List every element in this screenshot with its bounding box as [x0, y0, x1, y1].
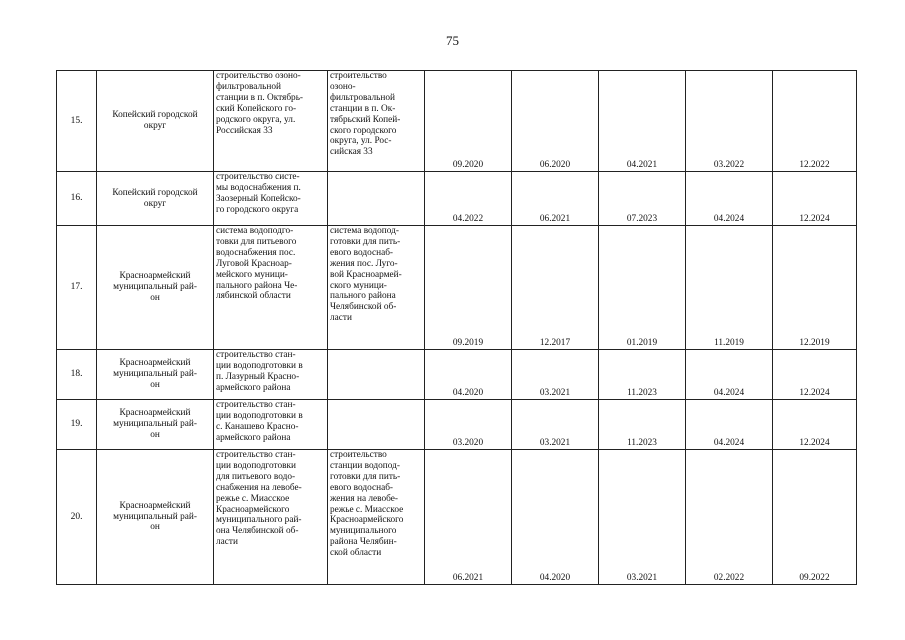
object-description-cell: строительство озоно- фильтровальной станции в п. Ок- тябрьский Копей- ского городского округа, ул. Рос- сийская 33 — [328, 71, 425, 172]
date-cell: 04.2022 — [425, 172, 512, 226]
date-cell: 09.2019 — [425, 226, 512, 350]
project-description-cell: система водоподго- товки для питьевого водоснабжения пос. Луговой Красноар- мейского муници- пального района Че- лябинской области — [214, 226, 328, 350]
date-cell: 12.2022 — [773, 71, 857, 172]
date-cell: 04.2021 — [599, 71, 686, 172]
object-description-cell — [328, 400, 425, 450]
date-cell: 12.2024 — [773, 350, 857, 400]
date-cell: 03.2022 — [686, 71, 773, 172]
row-number: 17. — [57, 226, 97, 350]
date-cell: 11.2023 — [599, 350, 686, 400]
table-row — [57, 450, 857, 585]
district-cell: Копейский городской округ — [97, 172, 214, 226]
date-cell: 04.2020 — [512, 450, 599, 585]
page-number: 75 — [446, 33, 459, 48]
date-cell: 06.2021 — [512, 172, 599, 226]
date-cell: 12.2019 — [773, 226, 857, 350]
date-cell: 04.2024 — [686, 400, 773, 450]
object-description-cell: строительство станции водопод- готовки для пить- евого водоснаб- жения на левобе- режье с. Миасское Красноармейского муниципального района Челябин- ской области — [328, 450, 425, 585]
project-description-cell: строительство стан- ции водоподготовки для питьевого водо- снабжения на левобе- режье с. Миасское Красноармейского муниципального рай- она Челябинской об- ласти — [214, 450, 328, 585]
project-description-cell: строительство стан- ции водоподготовки в с. Канашево Красно- армейского района — [214, 400, 328, 450]
district-cell: Красноармейский муниципальный рай- он — [97, 450, 214, 585]
row-number: 20. — [57, 450, 97, 585]
object-description-cell — [328, 350, 425, 400]
date-cell: 12.2024 — [773, 172, 857, 226]
date-cell: 03.2021 — [512, 400, 599, 450]
date-cell: 03.2020 — [425, 400, 512, 450]
date-cell: 04.2020 — [425, 350, 512, 400]
district-cell: Красноармейский муниципальный рай- он — [97, 350, 214, 400]
table-body — [57, 71, 857, 585]
row-number: 16. — [57, 172, 97, 226]
date-cell: 09.2020 — [425, 71, 512, 172]
project-description-cell: строительство стан- ции водоподготовки в п. Лазурный Красно- армейского района — [214, 350, 328, 400]
district-cell: Красноармейский муниципальный рай- он — [97, 400, 214, 450]
date-cell: 11.2019 — [686, 226, 773, 350]
object-description-cell — [328, 172, 425, 226]
date-cell: 02.2022 — [686, 450, 773, 585]
date-cell: 03.2021 — [599, 450, 686, 585]
table-row — [57, 71, 857, 172]
district-cell: Красноармейский муниципальный рай- он — [97, 226, 214, 350]
project-description-cell: строительство озоно- фильтровальной станции в п. Октябрь- ский Копейского го- родского округа, ул. Российская 33 — [214, 71, 328, 172]
table-row — [57, 172, 857, 226]
date-cell: 04.2024 — [686, 350, 773, 400]
date-cell: 01.2019 — [599, 226, 686, 350]
row-number: 15. — [57, 71, 97, 172]
row-number: 19. — [57, 400, 97, 450]
table-row — [57, 350, 857, 400]
date-cell: 09.2022 — [773, 450, 857, 585]
district-cell: Копейский городской округ — [97, 71, 214, 172]
date-cell: 06.2021 — [425, 450, 512, 585]
project-description-cell: строительство систе- мы водоснабжения п. Заозерный Копейско- го городского округа — [214, 172, 328, 226]
row-number: 18. — [57, 350, 97, 400]
date-cell: 07.2023 — [599, 172, 686, 226]
table-row — [57, 400, 857, 450]
date-cell: 03.2021 — [512, 350, 599, 400]
table-row — [57, 226, 857, 350]
date-cell: 11.2023 — [599, 400, 686, 450]
date-cell: 12.2017 — [512, 226, 599, 350]
date-cell: 04.2024 — [686, 172, 773, 226]
construction-schedule-table — [56, 70, 857, 585]
object-description-cell: система водопод- готовки для пить- евого водоснаб- жения пос. Луго- вой Красноармей- ского муници- пального района Челябинской об- ласти — [328, 226, 425, 350]
date-cell: 06.2020 — [512, 71, 599, 172]
date-cell: 12.2024 — [773, 400, 857, 450]
